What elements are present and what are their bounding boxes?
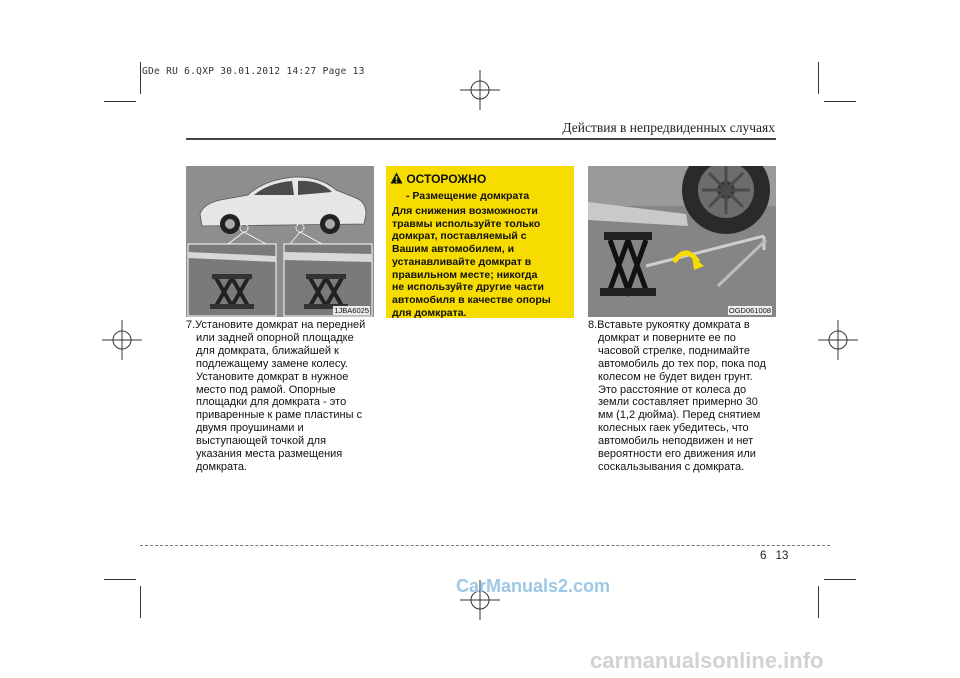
text-line: автомобиль до тех пор, пока под: [598, 357, 766, 370]
text-line: Для снижения возможности: [392, 205, 538, 217]
text-line: Это расстояние от колеса до: [598, 383, 747, 396]
page-number: [760, 550, 788, 562]
text-line: мм (1,2 дюйма). Перед снятием: [598, 409, 761, 422]
text-line: соскальзывания с домкрата.: [598, 460, 745, 473]
text-line: выступающей точкой для: [196, 435, 327, 448]
figure-jack-points: [186, 166, 374, 317]
text-line: часовой стрелке, поднимайте: [598, 344, 750, 357]
registration-mark-right-icon: [816, 318, 860, 362]
text-line: травмы используйте только: [392, 217, 541, 230]
warning-triangle-icon: [390, 172, 403, 184]
text-line: или задней опорной площадке: [196, 331, 354, 344]
text-line: домкрат, поставляемый с: [392, 230, 527, 243]
text-line: место под рамой. Опорные: [196, 383, 336, 396]
text-line: для домкрата, ближайшей к: [196, 344, 339, 357]
text-line: колесом не будет виден грунт.: [598, 370, 753, 383]
step-8-text: [588, 319, 776, 474]
text-line: 7.Установите домкрат на передней: [186, 319, 366, 331]
text-line: площадки для домкрата - это: [196, 396, 347, 409]
text-line: домкрат и поверните ее по: [598, 331, 736, 344]
caution-subheading: - Размещение домкрата: [406, 190, 530, 202]
text-line: устанавливайте домкрат в: [392, 255, 532, 268]
header-rule: [186, 138, 776, 140]
text-line: двумя проушинами и: [196, 422, 304, 435]
text-line: колесных гаек убедитесь, что: [598, 422, 749, 435]
caution-heading: [390, 172, 486, 186]
text-line: приваренные к раме пластины с: [196, 409, 363, 422]
page-number-value: 13: [775, 550, 789, 562]
watermark-link[interactable]: CarManuals2.com: [456, 576, 611, 596]
watermark-link-bottom[interactable]: carmanualsonline.info: [590, 648, 824, 673]
text-line: земли составляет примерно 30: [598, 396, 758, 409]
jack-handle-illustration: [588, 166, 776, 317]
text-line: Установите домкрат в нужное: [196, 370, 349, 383]
figure-code: 1JBA6025: [334, 306, 369, 315]
caution-heading-text: ОСТОРОЖНО: [406, 172, 487, 186]
step-7-text: [186, 319, 374, 474]
text-line: автомобиля в качестве опоры: [392, 293, 551, 306]
text-line: для домкрата.: [392, 306, 467, 319]
text-line: вероятности его движения или: [598, 448, 756, 461]
section-title: Действия в непредвиденных случаях: [562, 120, 775, 135]
registration-mark-left-icon: [100, 318, 144, 362]
figure-jack-handle: [588, 166, 776, 317]
text-line: подлежащему замене колесу.: [196, 357, 348, 370]
figure-code: OGD061008: [728, 306, 771, 315]
text-line: не используйте другие части: [392, 281, 544, 294]
car-jack-points-illustration: [186, 166, 374, 317]
text-line: домкрата.: [196, 460, 247, 473]
text-line: автомобиль неподвижен и нет: [598, 435, 754, 448]
chapter-number: 6: [760, 550, 767, 562]
text-line: правильном месте; никогда: [392, 268, 538, 281]
caution-body: [392, 205, 569, 319]
caution-box: [386, 166, 574, 318]
text-line: 8.Вставьте рукоятку домкрата в: [588, 319, 750, 331]
text-line: указания места размещения: [196, 448, 343, 461]
print-slug: GDe RU 6.QXP 30.01.2012 14:27 Page 13: [142, 66, 365, 77]
text-line: Вашим автомобилем, и: [392, 243, 515, 256]
footer-rule: [140, 545, 830, 546]
registration-mark-top-icon: [458, 68, 502, 112]
